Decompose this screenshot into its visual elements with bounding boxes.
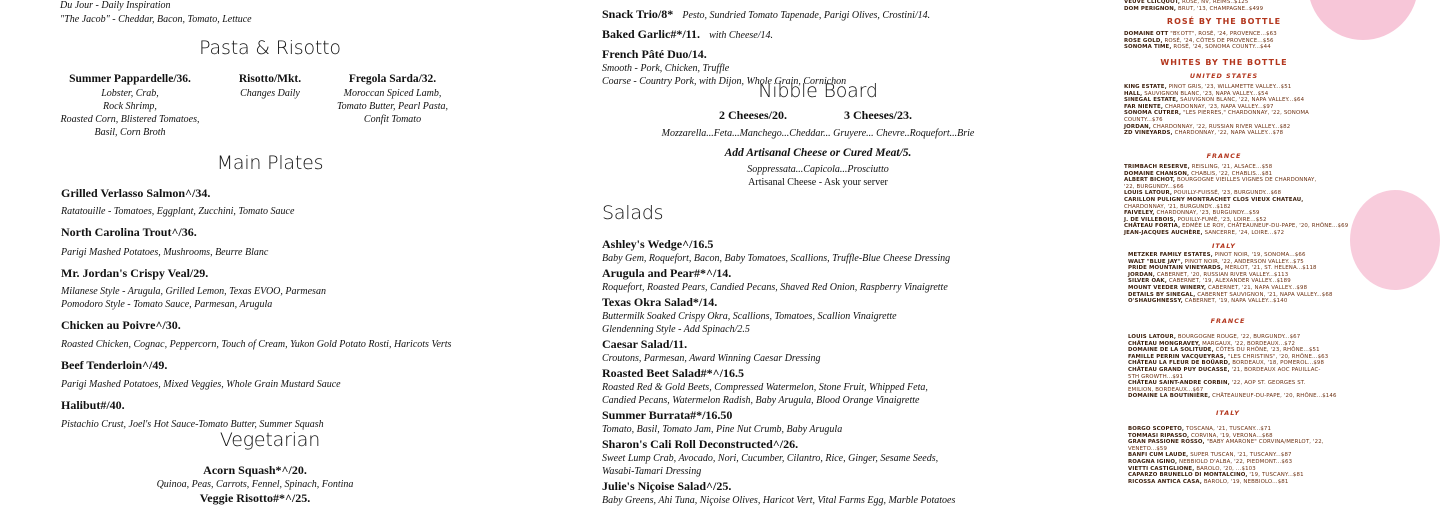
wine-line bbox=[1128, 285, 1333, 292]
meats-line: Soppressata...Capicola...Prosciutto bbox=[747, 164, 889, 175]
wine-name: VEUVE CLICQUOT, bbox=[1124, 0, 1181, 5]
left-menu-column bbox=[0, 0, 520, 505]
wine-detail: '19, TUSCANY...$81 bbox=[1247, 472, 1304, 479]
wine-detail: "BY.OTT", ROSÉ, '24, PROVENCE...$63 bbox=[1168, 31, 1277, 37]
wine-detail: CÔTES DU RHÔNE, '23, RHÔNE...$51 bbox=[1213, 347, 1320, 354]
item-name: North Carolina Trout^/36. bbox=[61, 225, 197, 239]
wine-detail: TOSCANA, '21, TUSCANY...$71 bbox=[1184, 426, 1272, 432]
item-desc: Milanese Style - Arugula, Grilled Lemon, Texas EVOO, Parmesan bbox=[61, 286, 326, 297]
wine-line bbox=[1128, 259, 1333, 266]
wine-name: BORGO SCOPETO, bbox=[1128, 426, 1185, 432]
wine-name: PRIDE MOUNTAIN VINEYARDS, bbox=[1128, 265, 1224, 272]
item-desc: Wasabi-Tamari Dressing bbox=[602, 466, 702, 477]
wine-detail: CHABLIS, '22, CHABLIS...$81 bbox=[1189, 170, 1273, 177]
artisanal-line: Artisanal Cheese - Ask your server bbox=[748, 177, 888, 188]
wine-line bbox=[1128, 459, 1328, 466]
item-desc: Ratatouille - Tomatoes, Eggplant, Zucchini, Tomato Sauce bbox=[61, 206, 295, 217]
wine-name: DOMAINE CHANSON, bbox=[1124, 170, 1190, 177]
wine-name: JORDAN, bbox=[1128, 271, 1155, 278]
wine-detail: ROSÉ, NV, REIMS..$125 bbox=[1180, 0, 1249, 5]
wine-line bbox=[1128, 265, 1333, 272]
pasta-desc: Tomato Butter, Pearl Pasta, bbox=[336, 101, 449, 112]
snack-list bbox=[602, 3, 1022, 88]
wine-name: CHÂTEAU LA FLEUR DE BOÜARD, bbox=[1128, 360, 1231, 367]
wine-line bbox=[1124, 197, 1324, 210]
wine-name: WALT "BLUE JAY", bbox=[1128, 258, 1183, 265]
wine-line bbox=[1128, 439, 1328, 452]
pate-line: Smooth - Pork, Chicken, Truffle bbox=[602, 63, 730, 74]
item-desc: Baby Gem, Roquefort, Bacon, Baby Tomatoes, Scallions, Truffle-Blue Cheese Dressing bbox=[602, 253, 951, 264]
wine-name: METZKER FAMILY ESTATES, bbox=[1128, 252, 1213, 258]
item-desc: Pomodoro Style - Tomato Sauce, Parmesan, Arugula bbox=[61, 299, 273, 310]
wine-name: CARILLON PULIGNY MONTRACHET CLOS VIEUX CHATEAU, bbox=[1124, 196, 1304, 203]
item-desc: Roasted Red & Gold Beets, Compressed Watermelon, Stone Fruit, Whipped Feta, bbox=[602, 382, 928, 393]
wine-detail: BAROLO, '19, NEBBIOLO...$81 bbox=[1201, 478, 1289, 485]
wine-line bbox=[1124, 44, 1277, 51]
wine-detail: NEBBIOLO D'ALBA, '22, PIEDMONT...$63 bbox=[1177, 458, 1293, 465]
salads-list bbox=[602, 237, 1022, 507]
item-desc: with Cheese/14. bbox=[709, 30, 773, 41]
wine-detail: CHÂTEAUNEUF-DU-PAPE, '20, RHÔNE...$146 bbox=[1210, 393, 1337, 400]
wine-name: TOMMASI RIPASSO, bbox=[1128, 432, 1190, 439]
wine-name: GRAN PASSIONE ROSSO, bbox=[1128, 439, 1205, 446]
wine-detail: POUILLY-FUISSÉ, '23, BURGUNDY...$68 bbox=[1172, 190, 1282, 197]
wine-line bbox=[1128, 298, 1333, 305]
menu-item bbox=[61, 225, 521, 259]
pasta-name: Risotto/Mkt. bbox=[238, 73, 302, 85]
wine-name: JORDAN, bbox=[1124, 123, 1151, 130]
item-name: French Pâté Duo/14. bbox=[602, 47, 707, 61]
country-heading: UNITED STATES bbox=[1189, 72, 1259, 80]
pasta-desc: Changes Daily bbox=[240, 88, 300, 99]
wine-detail: EDMÉE LE ROY, CHÂTEAUNEUF-DU-PAPE, '20, RHÔNE...$69 bbox=[1180, 223, 1349, 230]
menu-item bbox=[602, 295, 1022, 336]
wine-detail: CHARDONNAY, '23, NAPA VALLEY...$97 bbox=[1163, 103, 1274, 110]
wine-detail: CHARDONNAY, '22, NAPA VALLEY...$78 bbox=[1172, 130, 1284, 137]
wine-detail: CHARDONNAY, '21, BURGUNDY...$182 bbox=[1124, 203, 1231, 210]
wine-name: ROAGNA IGINO, bbox=[1128, 458, 1178, 465]
wine-name: DOMAINE OTT bbox=[1124, 31, 1169, 37]
menu-item bbox=[61, 318, 521, 351]
wine-line bbox=[1128, 380, 1328, 393]
item-desc: Pistachio Crust, Joel's Hot Sauce-Tomato Butter, Summer Squash bbox=[61, 419, 324, 430]
wine-name: BANFI CUM LAUDE, bbox=[1128, 452, 1189, 459]
wine-name: DOMAINE LA BOUTINIÈRE, bbox=[1128, 393, 1211, 400]
wine-name: CHÂTEAU FORTIA, bbox=[1124, 223, 1181, 230]
item-name: Roasted Beet Salad#*^/16.5 bbox=[602, 366, 744, 380]
wine-line bbox=[1124, 104, 1324, 111]
item-name: Mr. Jordan's Crispy Veal/29. bbox=[61, 266, 209, 280]
wine-line bbox=[1124, 171, 1348, 178]
country-heading: ITALY bbox=[1212, 242, 1236, 250]
menu-item bbox=[61, 266, 521, 311]
wine-detail: '22, AOP ST. GEORGES ST. EMILION, BORDEAUX...$67 bbox=[1128, 380, 1306, 393]
middle-menu-column bbox=[598, 0, 1018, 506]
wine-detail: SUPER TUSCAN, '21, TUSCANY...$87 bbox=[1188, 452, 1292, 459]
item-desc: Buttermilk Soaked Crispy Okra, Scallions, Tomatoes, Scallion Vinaigrette bbox=[602, 311, 897, 322]
wine-name: SONOMA CUTRER, bbox=[1124, 110, 1182, 117]
item-name: Beef Tenderloin^/49. bbox=[61, 358, 168, 372]
item-name: Snack Trio/8* bbox=[602, 7, 674, 21]
wine-line bbox=[1128, 393, 1337, 400]
country-heading: FRANCE bbox=[1206, 152, 1242, 160]
pasta-desc: Rock Shrimp, bbox=[103, 101, 157, 112]
the-jacob-line: "The Jacob" - Cheddar, Bacon, Tomato, Lettuce bbox=[60, 14, 252, 25]
wine-list-column bbox=[1122, 0, 1400, 500]
wine-name: SINEGAL ESTATE, bbox=[1124, 97, 1179, 104]
pasta-list bbox=[60, 72, 520, 138]
menu-item bbox=[602, 23, 1022, 42]
cheese-list: Mozzarella...Feta...Manchego...Cheddar... Gruyere... Chevre..Roquefort...Brie bbox=[661, 128, 975, 139]
pasta-name: Summer Pappardelle/36. bbox=[69, 73, 191, 85]
wine-line bbox=[1128, 426, 1328, 433]
wine-detail: CORVINA, '19, VERONA...$68 bbox=[1189, 432, 1273, 439]
wine-detail: CHARDONNAY, '22, RUSSIAN RIVER VALLEY...$82 bbox=[1151, 123, 1291, 130]
vegetarian-title: Vegetarian bbox=[219, 429, 321, 451]
wine-name: FAR NIENTE, bbox=[1124, 103, 1164, 110]
wine-name: FAMILLE PERRIN VACQUEYRAS, bbox=[1128, 353, 1226, 360]
wine-line bbox=[1128, 252, 1333, 259]
wine-detail: BORDEAUX, '18, POMEROL...$98 bbox=[1230, 360, 1325, 367]
wine-line bbox=[1124, 91, 1324, 98]
pasta-item bbox=[330, 72, 455, 126]
wine-name: FAIVELEY, bbox=[1124, 210, 1155, 217]
italy-list-2 bbox=[1128, 426, 1328, 485]
cheese-option: 3 Cheeses/23. bbox=[844, 108, 912, 122]
menu-item bbox=[602, 479, 1022, 507]
item-name: Summer Burrata#*/16.50 bbox=[602, 408, 733, 422]
decor-circle bbox=[1350, 190, 1440, 290]
wine-detail: PINOT NOIR, '19, SONOMA...$66 bbox=[1212, 252, 1306, 258]
wine-detail: ROSÉ, '24, SONOMA COUNTY...$44 bbox=[1171, 44, 1271, 51]
menu-item bbox=[602, 366, 1022, 407]
item-desc: Tomato, Basil, Tomato Jam, Pine Nut Crumb, Baby Arugula bbox=[602, 424, 843, 435]
wine-line bbox=[1128, 479, 1328, 486]
france-whites-list bbox=[1124, 164, 1348, 237]
wine-line bbox=[1124, 110, 1324, 123]
menu-item bbox=[602, 408, 1022, 436]
item-name: Acorn Squash*^/20. bbox=[203, 463, 307, 477]
wine-line bbox=[1128, 347, 1337, 354]
item-desc: Pesto, Sundried Tomato Tapenade, Parigi Olives, Crostini/14. bbox=[682, 10, 931, 21]
wine-line bbox=[1124, 31, 1277, 38]
wine-line bbox=[1128, 452, 1328, 459]
pate-line: Coarse - Country Pork, with Dijon, Whole Grain, Cornichon bbox=[602, 76, 847, 87]
item-desc: Croutons, Parmesan, Award Winning Caesar Dressing bbox=[602, 353, 821, 364]
wine-line bbox=[1128, 278, 1333, 285]
us-whites-list bbox=[1124, 84, 1324, 137]
wine-name: SONOMA TIME, bbox=[1124, 44, 1172, 51]
wine-line bbox=[1128, 360, 1337, 367]
wine-detail: "LES PIERRES," CHARDONNAY, '22, SONOMA COUNTY...$76 bbox=[1124, 110, 1310, 123]
wine-line bbox=[1124, 97, 1324, 104]
country-heading: ITALY bbox=[1216, 409, 1240, 417]
menu-item bbox=[602, 43, 1022, 62]
wine-detail: POUILLY-FUMÉ, '23, LOIRE...$52 bbox=[1175, 216, 1267, 223]
item-name: Ashley's Wedge^/16.5 bbox=[602, 237, 714, 251]
wine-detail: SAUVIGNON BLANC, '22, NAPA VALLEY...$64 bbox=[1178, 97, 1305, 104]
item-name: Baked Garlic#*/11. bbox=[602, 27, 701, 41]
wine-line bbox=[1128, 472, 1328, 479]
wine-line bbox=[1124, 6, 1263, 13]
wine-detail: SAUVIGNON BLANC, '23, NAPA VALLEY...$54 bbox=[1142, 90, 1269, 97]
pasta-desc: Basil, Corn Broth bbox=[94, 127, 166, 138]
wine-line bbox=[1124, 190, 1348, 197]
wine-name: HALL, bbox=[1124, 90, 1143, 97]
wine-line bbox=[1128, 334, 1337, 341]
item-name: Veggie Risotto#*^/25. bbox=[199, 491, 311, 505]
wine-detail: MARGAUX, '22, BORDEAUX...$72 bbox=[1200, 340, 1296, 347]
whites-heading: WHITES BY THE BOTTLE bbox=[1160, 58, 1288, 67]
wine-name: ROSE GOLD, bbox=[1124, 37, 1163, 44]
menu-item bbox=[602, 237, 1022, 265]
france-reds-list bbox=[1128, 334, 1337, 400]
item-desc: Parigi Mashed Potatoes, Mixed Veggies, Whole Grain Mustard Sauce bbox=[61, 379, 341, 390]
wine-name: CHÂTEAU SAINT-ANDRE CORBIN, bbox=[1128, 380, 1230, 387]
wine-name: KING ESTATE, bbox=[1124, 84, 1167, 90]
menu-item bbox=[61, 398, 521, 431]
wine-name: RICOSSA ANTICA CASA, bbox=[1128, 478, 1202, 485]
item-name: Sharon's Cali Roll Deconstructed^/26. bbox=[602, 437, 799, 451]
main-plates-list bbox=[61, 186, 521, 431]
wine-line bbox=[1124, 177, 1324, 190]
italy-list-1 bbox=[1128, 252, 1333, 305]
wine-detail: PINOT NOIR, '22, ANDERSON VALLEY...$75 bbox=[1182, 258, 1304, 265]
wine-name: DOMAINE DE LA SOLITUDE, bbox=[1128, 347, 1214, 354]
item-name: Grilled Verlasso Salmon^/34. bbox=[61, 186, 211, 200]
wine-detail: MERLOT, '21, ST. HELENA...$118 bbox=[1223, 265, 1317, 272]
pasta-item bbox=[220, 72, 320, 100]
wine-line bbox=[1124, 130, 1324, 137]
wine-line bbox=[1124, 164, 1348, 171]
item-name: Julie's Niçoise Salad^/25. bbox=[602, 479, 732, 493]
item-desc: Candied Pecans, Watermelon Radish, Baby Arugula, Blood Orange Vinaigrette bbox=[602, 395, 920, 406]
main-plates-title: Main Plates bbox=[216, 152, 324, 174]
wine-name: VIETTI CASTIGLIONE, bbox=[1128, 465, 1195, 472]
wine-line bbox=[1124, 84, 1324, 91]
decor-circle bbox=[1308, 0, 1418, 40]
rose-list bbox=[1124, 31, 1277, 51]
rose-heading: ROSÉ BY THE BOTTLE bbox=[1166, 17, 1282, 26]
wine-detail: CABERNET, '21, NAPA VALLEY...$98 bbox=[1206, 284, 1308, 291]
wine-name: CHÂTEAU MONGRAVEY, bbox=[1128, 340, 1201, 347]
du-jour-line: Du Jour - Daily Inspiration bbox=[60, 0, 171, 11]
wine-name: LOUIS LATOUR, bbox=[1128, 334, 1177, 340]
item-desc: Roquefort, Roasted Pears, Candied Pecans, Shaved Red Onion, Raspberry Vinaigrette bbox=[602, 282, 948, 293]
add-on-line: Add Artisanal Cheese or Cured Meat/5. bbox=[724, 147, 912, 159]
wine-line bbox=[1128, 433, 1328, 440]
wine-name: LOUIS LATOUR, bbox=[1124, 190, 1173, 197]
wine-line bbox=[1128, 272, 1333, 279]
cheese-option: 2 Cheeses/20. bbox=[719, 108, 787, 122]
wine-line bbox=[1124, 230, 1348, 237]
menu-item bbox=[61, 186, 521, 218]
wine-name: JEAN-JACQUES AUCHÈRE, bbox=[1124, 229, 1203, 236]
wine-line bbox=[1124, 124, 1324, 131]
item-name: Caesar Salad/11. bbox=[602, 337, 688, 351]
wine-name: ZD VINEYARDS, bbox=[1124, 130, 1173, 137]
nibble-board-title: Nibble Board bbox=[758, 80, 878, 102]
wine-name: ALBERT BICHOT, bbox=[1124, 177, 1176, 184]
wine-name: SILVER OAK, bbox=[1128, 278, 1167, 285]
wine-line bbox=[1124, 223, 1348, 230]
item-name: Chicken au Poivre^/30. bbox=[61, 318, 181, 332]
menu-item bbox=[602, 3, 1022, 22]
wine-detail: BOURGOGNE ROUGE, '22, BURGUNDY...$67 bbox=[1176, 334, 1301, 340]
wine-detail: '21, BORDEAUX AOC PAUILLAC-5TH GROWTH...$91 bbox=[1128, 366, 1321, 380]
veg-item bbox=[130, 463, 380, 506]
pasta-item bbox=[60, 72, 200, 139]
wine-detail: BRUT, '13, CHAMPAGNE..$499 bbox=[1176, 5, 1264, 12]
wine-line bbox=[1128, 466, 1328, 473]
pasta-desc: Confit Tomato bbox=[363, 114, 422, 125]
wine-line bbox=[1128, 367, 1328, 380]
wine-detail: "LES CHRISTINS", '20, RHÔNE...$63 bbox=[1226, 353, 1329, 360]
item-desc: Glendenning Style - Add Spinach/2.5 bbox=[602, 324, 750, 335]
wine-detail: CABERNET, '19, NAPA VALLEY...$140 bbox=[1182, 298, 1288, 305]
wine-line bbox=[1128, 292, 1333, 299]
wine-detail: "BABY AMARONE" CORVINA/MERLOT, '22, VENETO...$59 bbox=[1128, 439, 1324, 452]
salads-title: Salads bbox=[602, 202, 664, 224]
wine-name: MOUNT VEEDER WINERY, bbox=[1128, 284, 1207, 291]
wine-detail: CABERNET SAUVIGNON, '21, NAPA VALLEY...$68 bbox=[1195, 291, 1333, 298]
country-heading: FRANCE bbox=[1210, 317, 1246, 325]
wine-name: DOM PERIGNON, bbox=[1124, 5, 1177, 12]
pasta-desc: Lobster, Crab, bbox=[101, 88, 159, 99]
wine-name: J. DE VILLEBOIS, bbox=[1124, 216, 1176, 223]
wine-detail: CHARDONNAY, '23, BURGUNDY...$59 bbox=[1154, 210, 1260, 217]
wine-name: TRIMBACH RESERVE, bbox=[1124, 164, 1190, 170]
menu-item bbox=[61, 358, 521, 391]
wine-name: CHÂTEAU GRAND PUY DUCASSE, bbox=[1128, 366, 1230, 373]
wine-detail: BOURGOGNE VIEILLES VIGNES DE CHARDONNAY, '22, BURGUNDY...$66 bbox=[1124, 177, 1317, 190]
menu-item bbox=[602, 437, 1022, 478]
pasta-section-title: Pasta & Risotto bbox=[199, 37, 341, 59]
wine-name: O'SHAUGHNESSY, bbox=[1128, 298, 1183, 305]
item-desc: Quinoa, Peas, Carrots, Fennel, Spinach, Fontina bbox=[156, 479, 354, 490]
menu-item bbox=[602, 337, 1022, 365]
item-name: Halibut#/40. bbox=[61, 398, 125, 412]
wine-detail: CABERNET, '20, RUSSIAN RIVER VALLEY...$113 bbox=[1155, 271, 1289, 278]
wine-name: DETAILS BY SINEGAL, bbox=[1128, 291, 1196, 298]
item-desc: Baby Greens, Ahi Tuna, Niçoise Olives, Haricot Vert, Vital Farms Egg, Marble Potatoes bbox=[602, 495, 956, 506]
wine-detail: SANCERRE, '24, LOIRE...$72 bbox=[1202, 229, 1285, 236]
pasta-desc: Roasted Corn, Blistered Tomatoes, bbox=[60, 114, 200, 125]
menu-item bbox=[602, 266, 1022, 294]
pasta-name: Fregola Sarda/32. bbox=[348, 73, 437, 85]
sparkling-list bbox=[1124, 0, 1263, 12]
item-desc: Roasted Chicken, Cognac, Peppercorn, Touch of Cream, Yukon Gold Potato Rosti, Haricots Verts bbox=[61, 339, 452, 350]
pasta-desc: Moroccan Spiced Lamb, bbox=[343, 88, 442, 99]
item-name: Arugula and Pear#*^/14. bbox=[602, 266, 732, 280]
wine-detail: REISLING, '21, ALSACE...$58 bbox=[1189, 164, 1273, 170]
item-desc: Parigi Mashed Potatoes, Mushrooms, Beurre Blanc bbox=[61, 247, 269, 258]
item-name: Texas Okra Salad*/14. bbox=[602, 295, 718, 309]
wine-detail: BAROLO, '20, ...$103 bbox=[1194, 465, 1256, 472]
wine-line bbox=[1124, 210, 1348, 217]
wine-detail: PINOT GRIS, '23, WILLAMETTE VALLEY...$51 bbox=[1166, 84, 1292, 90]
wine-detail: ROSÉ, '24, CÔTES DE PROVENCE...$56 bbox=[1162, 37, 1274, 44]
wine-detail: CABERNET, '19, ALEXANDER VALLEY...$189 bbox=[1166, 278, 1291, 285]
wine-name: CAPARZO BRUNELLO DI MONTALCINO, bbox=[1128, 472, 1248, 479]
item-desc: Sweet Lump Crab, Avocado, Nori, Cucumber, Cilantro, Rice, Ginger, Sesame Seeds, bbox=[602, 453, 939, 464]
